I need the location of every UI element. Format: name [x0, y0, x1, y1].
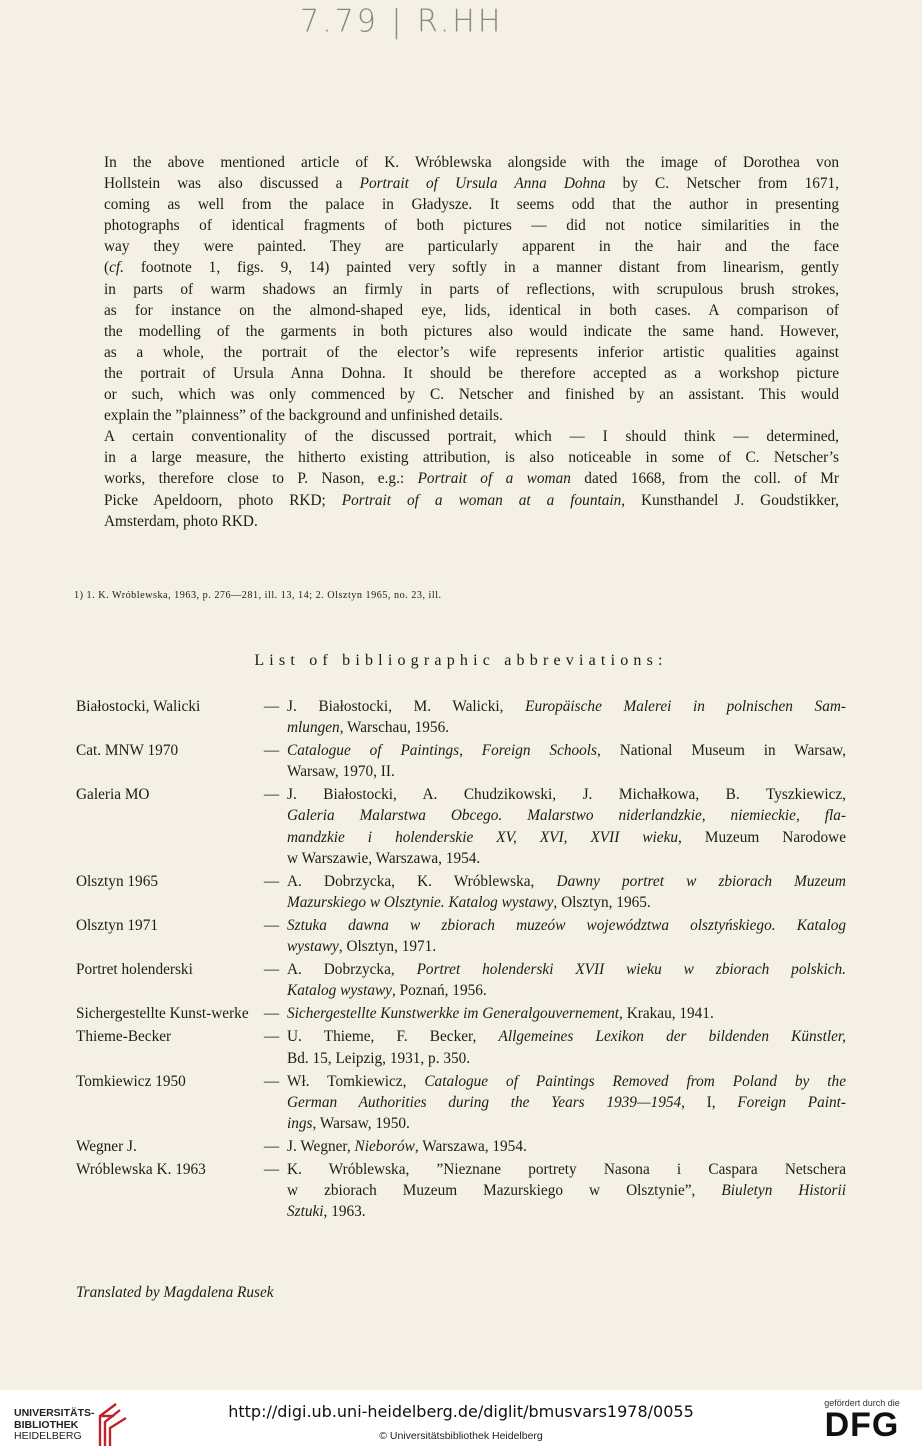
description-line [287, 959, 846, 980]
dash-separator: — [263, 1137, 280, 1155]
abbreviation-description [287, 915, 846, 957]
description-line [287, 936, 846, 957]
abbreviation-entry [76, 784, 846, 868]
logo-line-3: HEIDELBERG [14, 1430, 82, 1442]
text-run: A. Dobrzycka, K. Wróblewska, [287, 872, 557, 890]
text-run: , Warschau, 1956. [339, 719, 450, 737]
digitization-footer [0, 1390, 922, 1456]
italic-title: Portrait of a woman at a fountain [341, 491, 622, 509]
text-run: J. Wegner, [287, 1137, 355, 1155]
abbreviation-entry [76, 959, 846, 1001]
text-line: A certain conventionality of the discussed portrait, which — I should think — determined, [104, 428, 839, 446]
abbreviation-key: Wegner J. [76, 1137, 137, 1155]
dash-separator: — [263, 1005, 280, 1023]
copyright-notice: © Universitätsbibliothek Heidelberg [379, 1430, 543, 1442]
text-line [104, 490, 839, 511]
abbreviation-entry [76, 1071, 846, 1134]
logo-line-2: BIBLIOTHEK [14, 1418, 79, 1431]
description-line [287, 761, 846, 782]
italic-title: Sztuka dawna w zbiorach muzeów województwa olsztyńskiego. Katalog [287, 916, 846, 934]
text-run: dated 1668, from the coll. of Mr [570, 470, 840, 488]
description-line [287, 1136, 846, 1157]
abbreviation-key: Galeria MO [76, 786, 150, 804]
text-line: as for instance on the almond-shaped eye, lids, identical in both cases. A comparison of [104, 301, 839, 319]
italic-title: mandzkie i holenderskie XV, XVI, XVII wieku [287, 828, 679, 846]
text-run: Warsaw, 1970, II. [287, 763, 395, 781]
italic-title: wystawy [287, 938, 339, 956]
abbreviation-entry [76, 696, 846, 738]
dash-separator: — [263, 1028, 280, 1046]
abbreviation-description [287, 696, 846, 738]
abbreviation-description [287, 740, 846, 782]
description-line [287, 1180, 846, 1201]
italic-title: Sichergestellte Kunstwerkke im Generalgouvernement [287, 1005, 620, 1023]
translator-credit: Translated by Magdalena Rusek [76, 1284, 274, 1301]
abbreviation-entry [76, 1003, 846, 1024]
abbreviation-key: Sichergestellte Kunst-werke [76, 1005, 249, 1023]
abbreviation-description [287, 1159, 846, 1222]
italic-title: Portrait of a woman [417, 470, 571, 488]
italic-title: Mazurskiego w Olsztynie. Katalog wystawy [287, 893, 554, 911]
text-line: the portrait of Ursula Anna Dohna. It should be therefore accepted as a workshop picture [104, 364, 839, 382]
italic-title: Europäische Malerei in polnischen Sam- [525, 698, 846, 715]
text-run: , Krakau, 1941. [619, 1005, 714, 1023]
description-line [287, 1071, 846, 1092]
text-run: , Muzeum Narodowe [678, 828, 846, 846]
text-run: , Warsaw, 1950. [312, 1114, 410, 1132]
text-run: Picke Apeldoorn, photo RKD; [104, 491, 342, 509]
abbreviation-key: Wróblewska K. 1963 [76, 1160, 206, 1178]
dfg-funded-by: gefördert durch die [824, 1398, 900, 1408]
description-line [287, 1159, 846, 1180]
abbreviation-description [287, 784, 846, 868]
description-line [287, 848, 846, 869]
italic-title: Biuletyn Historii [721, 1182, 846, 1200]
italic-title: ings [287, 1114, 313, 1132]
text-run: Wł. Tomkiewicz, [287, 1072, 425, 1090]
italic-title: Catalogue of Paintings Removed from Poland by the [424, 1072, 846, 1090]
permalink-url[interactable]: http://digi.ub.uni-heidelberg.de/diglit/bmusvars1978/0055 [228, 1402, 694, 1421]
text-run: ( [104, 259, 110, 277]
italic-title: Galeria Malarstwa Obcego. Malarstwo niderlandzkie, niemieckie, fla- [287, 807, 846, 825]
text-run: Bd. 15, Leipzig, 1931, p. 350. [287, 1049, 471, 1067]
italic-title: Dawny portret w zbiorach Muzeum [556, 872, 846, 890]
dash-separator: — [263, 1072, 280, 1090]
dash-separator: — [263, 742, 280, 760]
description-line [287, 827, 846, 848]
italic-title: Portret holenderski XVII wieku w zbiorach polskich. [416, 961, 846, 979]
description-line [287, 1026, 846, 1047]
text-line: in parts of warm shadows an firmly in parts of reflections, with scrupulous brush strokes, [104, 280, 839, 298]
text-line [104, 257, 839, 278]
handwritten-shelfmark: 7.79 | R.HH [300, 2, 504, 40]
paragraph-1 [104, 152, 839, 426]
text-run: Hollstein was also discussed a [104, 175, 360, 193]
text-run: J. Białostocki, A. Chudzikowski, J. Michałkowa, B. Tyszkiewicz, [287, 786, 846, 804]
abbreviation-entry [76, 1159, 846, 1222]
description-line [287, 1092, 846, 1113]
text-line: as a whole, the portrait of the elector’s wife represents inferior artistic qualities against [104, 343, 839, 361]
abbreviation-key: Olsztyn 1971 [76, 916, 159, 934]
dfg-wordmark: DFG [824, 1406, 900, 1444]
dash-separator: — [263, 786, 280, 804]
text-line: or such, which was only commenced by C. Netscher and finished by an assistant. This would [104, 386, 839, 404]
abbreviation-key: Tomkiewicz 1950 [76, 1072, 186, 1090]
text-run: w zbiorach Muzeum Mazurskiego w Olsztynie”, [287, 1182, 722, 1200]
text-line: coming as well from the palace in Gładysze. It seems odd that the author in presenting [104, 196, 839, 214]
text-run: w Warszawie, Warszawa, 1954. [287, 849, 481, 867]
italic-title: Catalogue of Paintings, Foreign Schools [287, 742, 598, 760]
description-line [287, 784, 846, 805]
list-title: List of bibliographic abbreviations: [254, 652, 668, 669]
abbreviation-description [287, 1136, 846, 1157]
abbreviation-entry [76, 871, 846, 913]
italic-title: German Authorities during the Years 1939—1954 [287, 1093, 682, 1111]
text-run: , 1963. [323, 1203, 366, 1221]
text-line: photographs of identical fragments of both pictures — did not notice similarities in the [104, 217, 839, 235]
text-run: K. Wróblewska, ”Nieznane portrety Nasona i Caspara Netschera [287, 1160, 846, 1178]
description-line [287, 871, 846, 892]
abbreviation-key: Białostocki, Walicki [76, 698, 201, 715]
description-line [287, 1003, 846, 1024]
abbreviation-description [287, 1071, 846, 1134]
description-line [287, 696, 846, 717]
text-run: footnote 1, figs. 9, 14) painted very softly in a manner distant from linearism, gently [123, 259, 839, 277]
text-line: In the above mentioned article of K. Wróblewska alongside with the image of Dorothea von [104, 154, 839, 171]
text-run: works, therefore close to P. Nason, e.g.: [104, 470, 418, 488]
dash-separator: — [263, 698, 280, 715]
abbreviation-list [76, 696, 846, 1224]
abbreviation-key: Thieme-Becker [76, 1028, 172, 1046]
abbreviation-entry [76, 1026, 846, 1068]
description-line [287, 717, 846, 738]
text-line: the modelling of the garments in both pictures also would indicate the same hand. However, [104, 322, 839, 340]
text-run: , National Museum in Warsaw, [597, 742, 846, 760]
text-run: by C. Netscher from 1671, [605, 175, 839, 193]
description-line [287, 1113, 846, 1134]
text-run: , Olsztyn, 1971. [338, 938, 437, 956]
paragraph-2 [104, 426, 839, 531]
abbreviation-description [287, 871, 846, 913]
italic-title: Portrait of Ursula Anna Dohna [359, 175, 606, 193]
text-run: , Kunsthandel J. Goudstikker, [621, 491, 840, 509]
italic-title: Sztuki [287, 1203, 324, 1221]
abbreviation-description [287, 959, 846, 1001]
dash-separator: — [263, 872, 280, 890]
italic-title: cf. [109, 259, 124, 277]
text-run: U. Thieme, F. Becker, [287, 1028, 499, 1046]
abbreviation-key: Olsztyn 1965 [76, 872, 159, 890]
abbreviation-entry [76, 1136, 846, 1157]
description-line [287, 892, 846, 913]
dash-separator: — [263, 961, 280, 979]
abbreviation-description [287, 1003, 846, 1024]
text-run: A. Dobrzycka, [287, 961, 417, 979]
description-line [287, 1048, 846, 1069]
text-line: Amsterdam, photo RKD. [104, 512, 258, 530]
italic-title: mlungen [287, 719, 340, 737]
text-run: , Olsztyn, 1965. [553, 893, 651, 911]
abbreviation-description [287, 1026, 846, 1068]
abbreviation-key: Portret holenderski [76, 961, 193, 979]
text-run: , Poznań, 1956. [391, 982, 487, 1000]
abbreviation-key: Cat. MNW 1970 [76, 742, 179, 760]
text-run: J. Białostocki, M. Walicki, [287, 698, 526, 715]
description-line [287, 915, 846, 936]
description-line [287, 980, 846, 1001]
text-run: , I, [681, 1093, 738, 1111]
text-line: in a large measure, the hitherto existing attribution, is also noticeable in some of C. Netscher’s [104, 449, 839, 467]
italic-title: Katalog wystawy [287, 982, 392, 1000]
dash-separator: — [263, 1160, 280, 1178]
text-line: explain the ”plainness” of the background and unfinished details. [104, 407, 503, 425]
text-run: , Warszawa, 1954. [414, 1137, 527, 1155]
description-line [287, 740, 846, 761]
text-line: way they were painted. They are particularly apparent in the hair and the face [104, 238, 839, 256]
footnote: 1) 1. K. Wróblewska, 1963, p. 276—281, ill. 13, 14; 2. Olsztyn 1965, no. 23, ill. [74, 590, 442, 601]
italic-title: Allgemeines Lexikon der bildenden Künstler, [498, 1028, 846, 1046]
abbreviation-entry [76, 740, 846, 782]
text-line [104, 173, 839, 194]
dash-separator: — [263, 916, 280, 934]
description-line [287, 805, 846, 826]
dfg-logo[interactable] [816, 1398, 908, 1442]
description-line [287, 1201, 846, 1222]
italic-title: Nieborów [354, 1137, 415, 1155]
abbreviation-entry [76, 915, 846, 957]
text-line [104, 468, 839, 489]
italic-title: Foreign Paint- [737, 1093, 846, 1111]
logo-line-1: UNIVERSITÄTS- [14, 1407, 95, 1419]
body-text [104, 152, 839, 532]
